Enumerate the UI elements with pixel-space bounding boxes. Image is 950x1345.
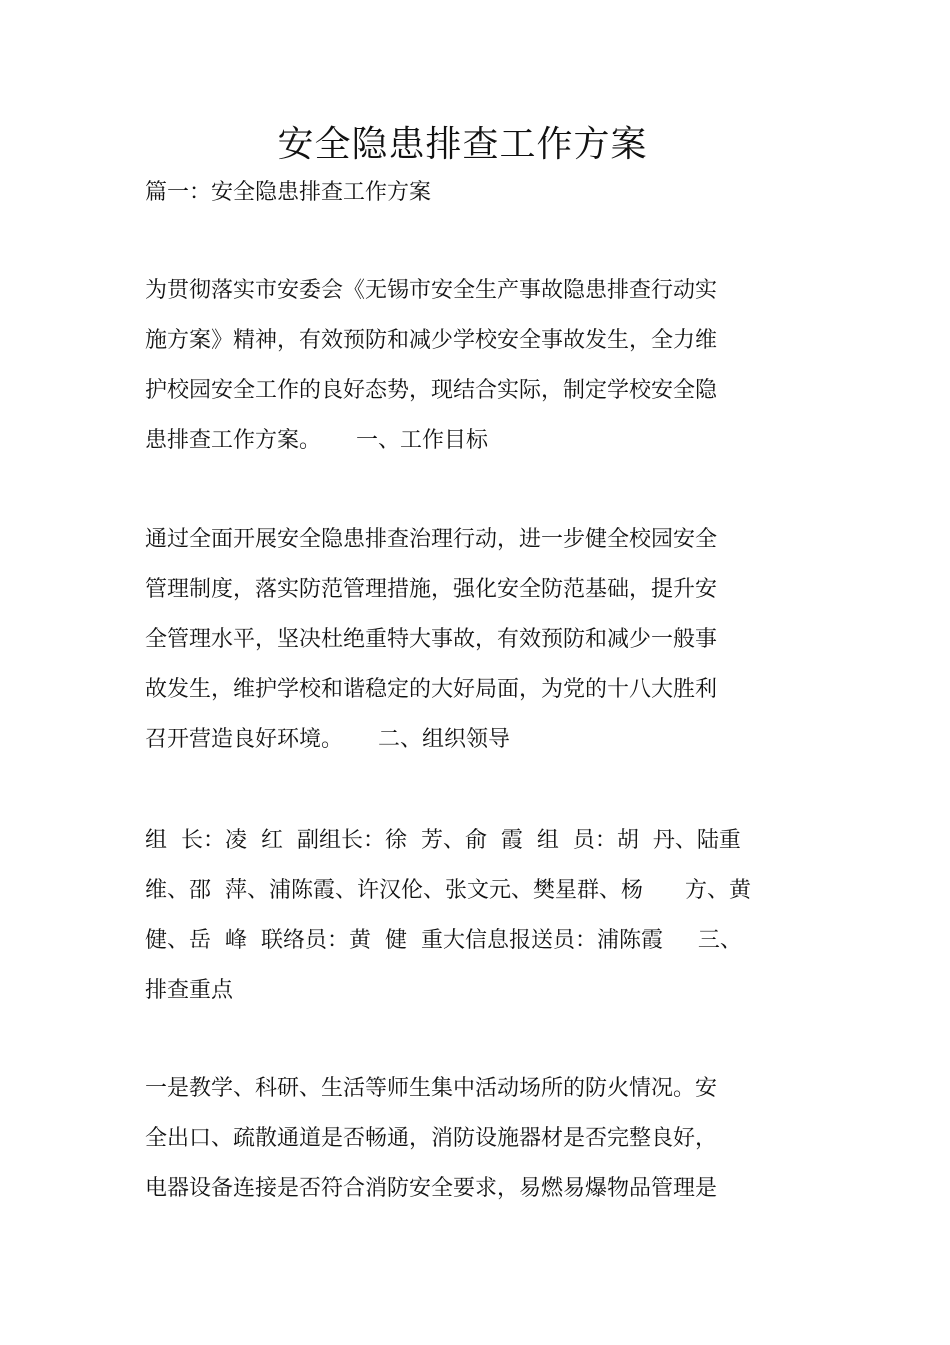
paragraph-line: 为贯彻落实市安委会《无锡市安全生产事故隐患排查行动实 [145, 278, 718, 303]
paragraph-line: 施方案》精神，有效预防和减少学校安全事故发生，全力维 [145, 328, 718, 353]
paragraph-intro [145, 276, 717, 476]
paragraph-line: 组 长：凌 红 副组长：徐 芳、俞 霞 组 员：胡 丹、陆重 [145, 828, 741, 853]
document-subtitle: 篇一：安全隐患排查工作方案 [145, 180, 432, 205]
paragraph-line: 维、邵 萍、浦陈霞、许汉伦、张文元、樊星群、杨 方、黄 [145, 878, 751, 903]
paragraph-goals [145, 525, 717, 775]
paragraph-line: 召开营造良好环境。 二、组织领导 [145, 727, 510, 752]
paragraph-line: 通过全面开展安全隐患排查治理行动，进一步健全校园安全 [145, 527, 718, 552]
paragraph-line: 电器设备连接是否符合消防安全要求，易燃易爆物品管理是 [145, 1176, 718, 1201]
paragraph-inspection-focus [145, 1074, 717, 1224]
paragraph-line: 护校园安全工作的良好态势，现结合实际，制定学校安全隐 [145, 378, 718, 403]
paragraph-line: 健、岳 峰 联络员：黄 健 重大信息报送员：浦陈霞 三、 [145, 928, 742, 953]
paragraph-line: 全出口、疏散通道是否畅通，消防设施器材是否完整良好， [145, 1126, 718, 1151]
paragraph-line: 全管理水平，坚决杜绝重特大事故，有效预防和减少一般事 [145, 627, 718, 652]
paragraph-line: 故发生，维护学校和谐稳定的大好局面，为党的十八大胜利 [145, 677, 718, 702]
paragraph-organization [145, 826, 751, 1026]
paragraph-line: 一是教学、科研、生活等师生集中活动场所的防火情况。安 [145, 1076, 718, 1101]
paragraph-line: 患排查工作方案。 一、工作目标 [145, 428, 488, 453]
document-title: 安全隐患排查工作方案 [277, 124, 648, 165]
paragraph-line: 排查重点 [145, 978, 234, 1003]
paragraph-line: 管理制度，落实防范管理措施，强化安全防范基础，提升安 [145, 577, 718, 602]
